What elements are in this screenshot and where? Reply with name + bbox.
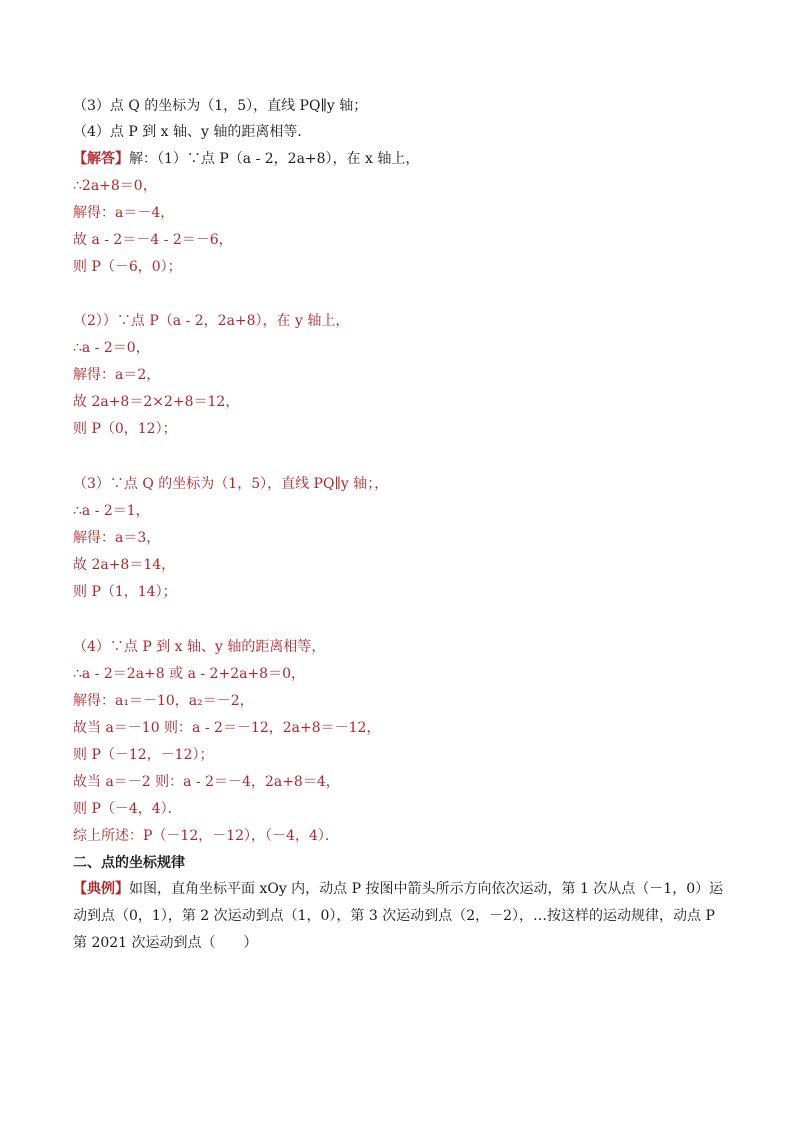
text-line-25: 综上所述：P（－12，－12），（－4，4）． [73, 828, 339, 844]
answer-heading-line: 【解答】解：（1）∵点 P（a - 2，2a+8），在 x 轴上， [73, 151, 420, 167]
answer-label: 【解答】 [73, 151, 129, 167]
text-line-20: 解得：a₁＝－10，a₂＝－2， [73, 693, 254, 709]
text-line-23: 故当 a＝－2 则：a - 2＝－4，2a+8＝4， [73, 774, 340, 790]
text-line-13: （3）∵点 Q 的坐标为（1，5），直线 PQ∥y 轴；， [73, 476, 389, 492]
text-line-14: ∴a - 2＝1， [73, 503, 150, 519]
text-line-8: （2））∵点 P（a - 2，2a+8），在 y 轴上， [73, 313, 350, 329]
example-paragraph [73, 876, 725, 957]
text-line-18: （4）∵点 P 到 x 轴、y 轴的距离相等， [73, 639, 326, 655]
text-line-22: 则 P（－12，－12）； [73, 747, 214, 763]
text-line-4: ∴2a+8＝0， [73, 178, 157, 194]
text-line-6: 故 a - 2＝－4 - 2＝－6， [73, 232, 233, 248]
text-line-15: 解得：a＝3， [73, 530, 161, 546]
example-text: 如图，直角坐标平面 xOy 内，动点 P 按图中箭头所示方向依次运动，第 1 次从点（－1，0）运动到点（0，1），第 2 次运动到点（1，0），第 3 次运动到点（2，－2），…按这样的运动规律，动点 P 第 2021 次运动到点（ ） [73, 881, 724, 951]
text-line-2: （4）点 P 到 x 轴、y 轴的距离相等． [73, 124, 312, 140]
text-line-1: （3）点 Q 的坐标为（1，5），直线 PQ∥y 轴； [73, 98, 368, 114]
text-line-10: 解得：a＝2， [73, 367, 161, 383]
text-line-12: 则 P（0，12）； [73, 421, 177, 437]
text-line-16: 故 2a+8＝14， [73, 557, 176, 573]
text-line-7: 则 P（－6，0）； [73, 259, 182, 275]
text-line-24: 则 P（－4，4）． [73, 801, 182, 817]
text-line-21: 故当 a＝－10 则：a - 2＝－12，2a+8＝－12， [73, 720, 381, 736]
text-line-17: 则 P（1，14）； [73, 584, 177, 600]
example-label: 【典例】 [73, 881, 129, 897]
section-heading: 二、点的坐标规律 [73, 855, 185, 871]
text-line-11: 故 2a+8＝2×2+8＝12， [73, 394, 240, 410]
text-line-9: ∴a - 2＝0， [73, 340, 150, 356]
text-line-19: ∴a - 2＝2a+8 或 a - 2+2a+8＝0， [73, 666, 305, 682]
text-line-5: 解得：a＝－4， [73, 205, 175, 221]
